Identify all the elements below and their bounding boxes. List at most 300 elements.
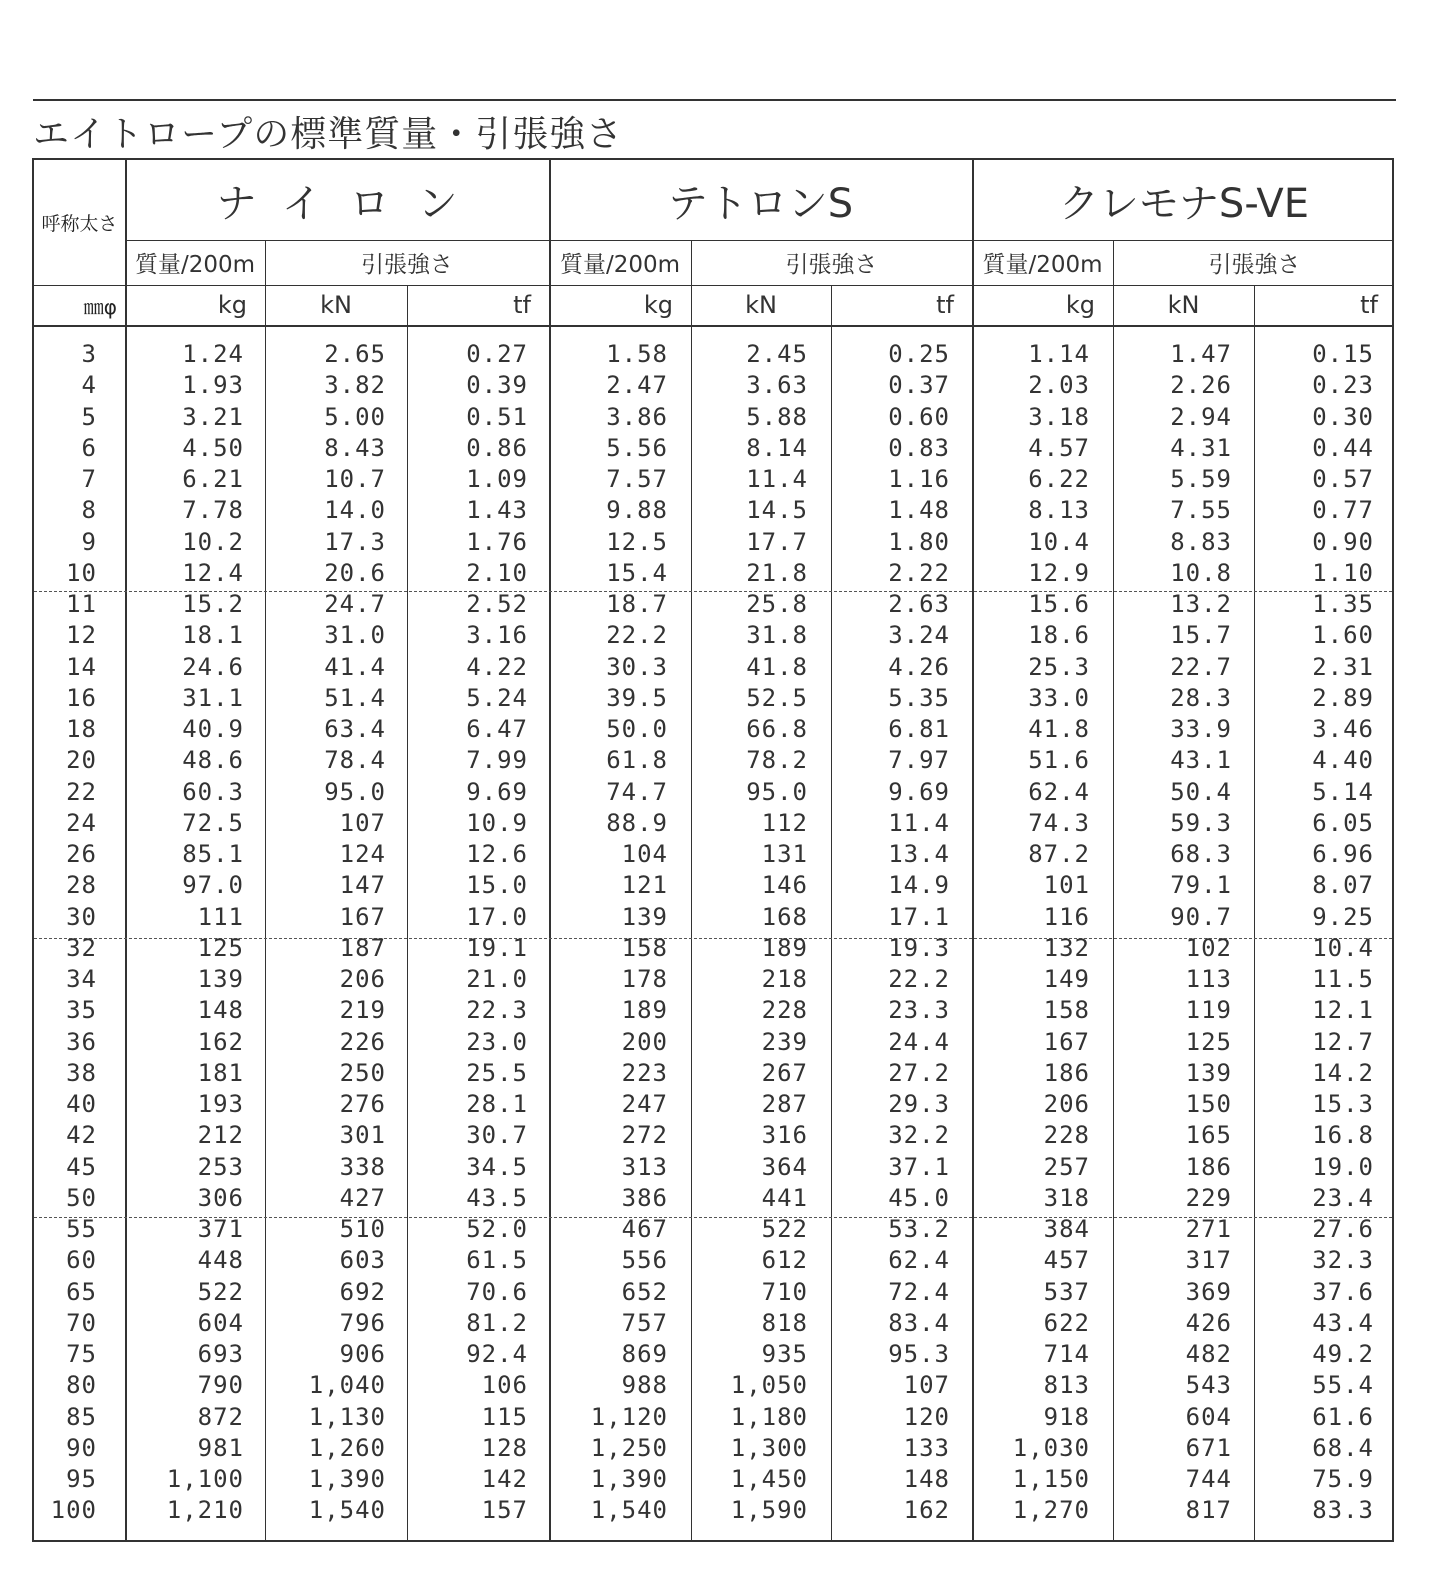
cell-cremona-tf: 0.90 [1312, 527, 1374, 556]
cell-tetoron-tf: 3.24 [888, 621, 950, 650]
cell-cremona-mass: 918 [1043, 1402, 1090, 1431]
cell-tetoron-mass: 39.5 [606, 683, 668, 712]
cell-nylon-kn: 510 [339, 1215, 386, 1243]
cell-nylon-mass: 125 [197, 933, 244, 962]
table-row [34, 434, 1392, 465]
cell-tetoron-kn: 21.8 [746, 558, 808, 587]
table-row [34, 653, 1392, 684]
table-row [34, 1278, 1392, 1309]
cell-nylon-kn: 1,130 [308, 1402, 386, 1431]
cell-nylon-tf: 61.5 [466, 1246, 528, 1275]
cell-cremona-kn: 113 [1185, 965, 1232, 993]
table-row [34, 621, 1392, 652]
cell-tetoron-tf: 2.22 [888, 558, 950, 587]
cell-nylon-tf: 19.1 [466, 933, 528, 962]
cell-nylon-mass: 1,210 [166, 1496, 244, 1525]
cell-nylon-mass: 111 [197, 902, 244, 931]
cell-nylon-tf: 0.39 [466, 371, 528, 400]
cell-tetoron-mass: 104 [621, 840, 668, 868]
cell-cremona-tf: 0.44 [1312, 433, 1374, 462]
size-label: 呼称太さ [41, 213, 118, 235]
cell-cremona-kn: 43.1 [1170, 746, 1232, 775]
cell-cremona-mass: 1.14 [1028, 340, 1090, 368]
cell-size: 3 [81, 340, 97, 368]
cell-nylon-mass: 60.3 [182, 777, 244, 806]
cell-cremona-mass: 33.0 [1028, 683, 1090, 712]
cell-cremona-mass: 41.8 [1028, 715, 1090, 743]
cell-tetoron-mass: 121 [621, 871, 668, 900]
cell-nylon-tf: 2.52 [466, 590, 528, 618]
cell-nylon-tf: 34.5 [466, 1152, 528, 1181]
cell-cremona-kn: 4.31 [1170, 433, 1232, 462]
cell-size: 12 [66, 621, 97, 650]
group-title-cremona: クレモナS-VE [1058, 180, 1310, 227]
cell-nylon-mass: 4.50 [182, 433, 244, 462]
cell-cremona-tf: 8.07 [1312, 871, 1374, 900]
cell-size: 28 [66, 871, 97, 900]
cell-cremona-mass: 1,270 [1012, 1496, 1090, 1525]
cell-size: 30 [66, 902, 97, 931]
cell-size: 20 [66, 746, 97, 775]
cell-tetoron-tf: 9.69 [888, 777, 950, 806]
cell-nylon-tf: 81.2 [466, 1308, 528, 1337]
cell-tetoron-kn: 522 [761, 1215, 808, 1243]
cell-tetoron-tf: 37.1 [888, 1152, 950, 1181]
table-row [34, 871, 1392, 902]
cell-nylon-tf: 28.1 [466, 1090, 528, 1118]
table-row [34, 1434, 1392, 1465]
cell-tetoron-mass: 386 [621, 1183, 668, 1212]
cell-cremona-mass: 318 [1043, 1183, 1090, 1212]
table-row [34, 528, 1392, 559]
cell-nylon-kn: 692 [339, 1277, 386, 1306]
cell-nylon-tf: 6.47 [466, 715, 528, 743]
group-title-nylon: ナイロン [216, 180, 486, 227]
group-title-tetoron: テトロンS [667, 180, 854, 227]
cell-cremona-mass: 101 [1043, 871, 1090, 900]
cell-nylon-tf: 0.27 [466, 340, 528, 368]
cell-cremona-kn: 426 [1185, 1308, 1232, 1337]
cell-nylon-mass: 10.2 [182, 527, 244, 556]
cell-cremona-kn: 139 [1185, 1058, 1232, 1087]
cell-cremona-mass: 2.03 [1028, 371, 1090, 400]
cell-tetoron-kn: 17.7 [746, 527, 808, 556]
cell-cremona-tf: 19.0 [1312, 1152, 1374, 1181]
cell-tetoron-tf: 24.4 [888, 1027, 950, 1056]
cell-nylon-mass: 981 [197, 1433, 244, 1462]
cell-tetoron-kn: 710 [761, 1277, 808, 1306]
cell-size: 6 [81, 433, 97, 462]
cell-tetoron-kn: 189 [761, 933, 808, 962]
cell-tetoron-mass: 556 [621, 1246, 668, 1275]
cell-tetoron-kn: 14.5 [746, 496, 808, 525]
cell-tetoron-mass: 223 [621, 1058, 668, 1087]
cell-nylon-mass: 212 [197, 1121, 244, 1150]
table-row [34, 715, 1392, 746]
table-row [34, 1215, 1392, 1246]
cell-nylon-tf: 52.0 [466, 1215, 528, 1243]
cell-nylon-kn: 8.43 [324, 433, 386, 462]
cell-tetoron-mass: 7.57 [606, 465, 668, 493]
cell-nylon-kn: 24.7 [324, 590, 386, 618]
cell-size: 5 [81, 402, 97, 431]
cell-cremona-mass: 158 [1043, 996, 1090, 1025]
cell-nylon-kn: 167 [339, 902, 386, 931]
cell-cremona-tf: 4.40 [1312, 746, 1374, 775]
cell-cremona-tf: 55.4 [1312, 1371, 1374, 1400]
cell-tetoron-mass: 61.8 [606, 746, 668, 775]
cell-size: 65 [66, 1277, 97, 1306]
cell-tetoron-tf: 11.4 [888, 808, 950, 837]
cell-tetoron-kn: 112 [761, 808, 808, 837]
top-rule [33, 99, 1396, 101]
cell-tetoron-kn: 267 [761, 1058, 808, 1087]
unit-kg: kg [643, 291, 673, 319]
cell-tetoron-tf: 83.4 [888, 1308, 950, 1337]
table-row [34, 340, 1392, 371]
table-row [34, 934, 1392, 965]
cell-size: 80 [66, 1371, 97, 1400]
unit-kn: kN [745, 291, 777, 319]
cell-tetoron-kn: 441 [761, 1183, 808, 1212]
cell-tetoron-tf: 6.81 [888, 715, 950, 743]
cell-nylon-mass: 193 [197, 1090, 244, 1118]
cell-size: 10 [66, 558, 97, 587]
cell-cremona-kn: 13.2 [1170, 590, 1232, 618]
cell-nylon-mass: 31.1 [182, 683, 244, 712]
cell-tetoron-kn: 1,450 [730, 1465, 808, 1493]
cell-tetoron-mass: 178 [621, 965, 668, 993]
cell-size: 24 [66, 808, 97, 837]
cell-nylon-tf: 17.0 [466, 902, 528, 931]
mass-label: 質量/200m [559, 252, 681, 278]
cell-nylon-kn: 1,540 [308, 1496, 386, 1525]
cell-cremona-tf: 15.3 [1312, 1090, 1374, 1118]
cell-tetoron-mass: 1,250 [590, 1433, 668, 1462]
cell-nylon-tf: 5.24 [466, 683, 528, 712]
cell-tetoron-mass: 988 [621, 1371, 668, 1400]
cell-nylon-tf: 142 [481, 1465, 528, 1493]
cell-nylon-kn: 187 [339, 933, 386, 962]
cell-nylon-mass: 3.21 [182, 402, 244, 431]
cell-nylon-tf: 115 [481, 1402, 528, 1431]
cell-tetoron-tf: 14.9 [888, 871, 950, 900]
cell-size: 18 [66, 715, 97, 743]
cell-nylon-mass: 6.21 [182, 465, 244, 493]
cell-tetoron-tf: 27.2 [888, 1058, 950, 1087]
cell-nylon-mass: 604 [197, 1308, 244, 1337]
cell-nylon-kn: 10.7 [324, 465, 386, 493]
cell-tetoron-mass: 88.9 [606, 808, 668, 837]
cell-cremona-tf: 9.25 [1312, 902, 1374, 931]
cell-cremona-mass: 6.22 [1028, 465, 1090, 493]
cell-cremona-mass: 186 [1043, 1058, 1090, 1087]
cell-tetoron-kn: 8.14 [746, 433, 808, 462]
cell-tetoron-kn: 818 [761, 1308, 808, 1337]
cell-size: 75 [66, 1340, 97, 1368]
cell-nylon-mass: 40.9 [182, 715, 244, 743]
cell-tetoron-kn: 1,050 [730, 1371, 808, 1400]
cell-nylon-tf: 23.0 [466, 1027, 528, 1056]
cell-nylon-mass: 306 [197, 1183, 244, 1212]
cell-nylon-kn: 250 [339, 1058, 386, 1087]
cell-nylon-mass: 72.5 [182, 808, 244, 837]
table-row [34, 778, 1392, 809]
cell-nylon-mass: 872 [197, 1402, 244, 1431]
cell-nylon-kn: 41.4 [324, 652, 386, 681]
table-row [34, 496, 1392, 527]
cell-tetoron-kn: 66.8 [746, 715, 808, 743]
cell-nylon-mass: 181 [197, 1058, 244, 1087]
cell-tetoron-kn: 5.88 [746, 402, 808, 431]
cell-cremona-mass: 132 [1043, 933, 1090, 962]
cell-nylon-kn: 427 [339, 1183, 386, 1212]
cell-cremona-mass: 1,150 [1012, 1465, 1090, 1493]
cell-tetoron-kn: 287 [761, 1090, 808, 1118]
cell-tetoron-mass: 757 [621, 1308, 668, 1337]
cell-cremona-kn: 10.8 [1170, 558, 1232, 587]
cell-cremona-tf: 16.8 [1312, 1121, 1374, 1150]
table-row [34, 1465, 1392, 1496]
cell-nylon-kn: 2.65 [324, 340, 386, 368]
cell-tetoron-kn: 316 [761, 1121, 808, 1150]
cell-size: 22 [66, 777, 97, 806]
table-row [34, 1028, 1392, 1059]
cell-nylon-tf: 7.99 [466, 746, 528, 775]
unit-kn: kN [1167, 291, 1200, 319]
cell-nylon-tf: 9.69 [466, 777, 528, 806]
cell-cremona-kn: 604 [1185, 1402, 1232, 1431]
cell-nylon-kn: 147 [339, 871, 386, 900]
cell-size: 8 [81, 496, 97, 525]
cell-tetoron-mass: 313 [621, 1152, 668, 1181]
cell-tetoron-tf: 17.1 [888, 902, 950, 931]
cell-cremona-kn: 2.26 [1170, 371, 1232, 400]
cell-nylon-kn: 78.4 [324, 746, 386, 775]
cell-size: 70 [66, 1308, 97, 1337]
table-row [34, 903, 1392, 934]
cell-cremona-kn: 33.9 [1170, 715, 1232, 743]
cell-size: 35 [66, 996, 97, 1025]
cell-tetoron-mass: 1.58 [606, 340, 668, 368]
cell-cremona-kn: 744 [1185, 1465, 1232, 1493]
cell-nylon-tf: 157 [481, 1496, 528, 1525]
cell-cremona-mass: 116 [1043, 902, 1090, 931]
cell-nylon-kn: 3.82 [324, 371, 386, 400]
cell-cremona-kn: 186 [1185, 1152, 1232, 1181]
cell-nylon-mass: 148 [197, 996, 244, 1025]
cell-nylon-mass: 371 [197, 1215, 244, 1243]
cell-tetoron-kn: 25.8 [746, 590, 808, 618]
cell-cremona-mass: 10.4 [1028, 527, 1090, 556]
cell-cremona-kn: 90.7 [1170, 902, 1232, 931]
cell-cremona-mass: 167 [1043, 1027, 1090, 1056]
cell-nylon-mass: 24.6 [182, 652, 244, 681]
cell-nylon-kn: 906 [339, 1340, 386, 1368]
cell-tetoron-kn: 1,590 [730, 1496, 808, 1525]
cell-cremona-tf: 2.31 [1312, 652, 1374, 681]
cell-tetoron-mass: 247 [621, 1090, 668, 1118]
cell-cremona-tf: 83.3 [1312, 1496, 1374, 1525]
unit-tf: tf [1360, 291, 1378, 319]
cell-size: 38 [66, 1058, 97, 1087]
cell-size: 42 [66, 1121, 97, 1150]
cell-nylon-kn: 276 [339, 1090, 386, 1118]
cell-size: 40 [66, 1090, 97, 1118]
cell-size: 7 [81, 465, 97, 493]
cell-nylon-mass: 48.6 [182, 746, 244, 775]
table-row [34, 840, 1392, 871]
cell-size: 32 [66, 933, 97, 962]
cell-tetoron-kn: 218 [761, 965, 808, 993]
cell-nylon-mass: 15.2 [182, 590, 244, 618]
cell-nylon-tf: 0.51 [466, 402, 528, 431]
cell-nylon-mass: 1,100 [166, 1465, 244, 1493]
cell-nylon-tf: 0.86 [466, 433, 528, 462]
cell-cremona-tf: 61.6 [1312, 1402, 1374, 1431]
cell-nylon-tf: 12.6 [466, 840, 528, 868]
cell-tetoron-tf: 13.4 [888, 840, 950, 868]
cell-size: 95 [66, 1465, 97, 1493]
cell-nylon-tf: 3.16 [466, 621, 528, 650]
cell-cremona-mass: 4.57 [1028, 433, 1090, 462]
cell-cremona-kn: 817 [1185, 1496, 1232, 1525]
cell-tetoron-tf: 0.83 [888, 433, 950, 462]
cell-cremona-mass: 206 [1043, 1090, 1090, 1118]
cell-tetoron-tf: 162 [903, 1496, 950, 1525]
table-row [34, 1246, 1392, 1277]
cell-tetoron-tf: 120 [903, 1402, 950, 1431]
table-row [34, 1371, 1392, 1402]
cell-cremona-tf: 12.7 [1312, 1027, 1374, 1056]
cell-size: 45 [66, 1152, 97, 1181]
cell-tetoron-mass: 50.0 [606, 715, 668, 743]
cell-cremona-kn: 482 [1185, 1340, 1232, 1368]
table-row [34, 1121, 1392, 1152]
cell-cremona-tf: 0.77 [1312, 496, 1374, 525]
cell-cremona-mass: 74.3 [1028, 808, 1090, 837]
cell-nylon-tf: 43.5 [466, 1183, 528, 1212]
size-unit: ㎜φ [83, 294, 117, 319]
cell-size: 34 [66, 965, 97, 993]
cell-nylon-kn: 107 [339, 808, 386, 837]
cell-tetoron-tf: 95.3 [888, 1340, 950, 1368]
cell-tetoron-kn: 1,180 [730, 1402, 808, 1431]
cell-size: 90 [66, 1433, 97, 1462]
cell-tetoron-mass: 3.86 [606, 402, 668, 431]
cell-cremona-kn: 271 [1185, 1215, 1232, 1243]
cell-tetoron-mass: 12.5 [606, 527, 668, 556]
cell-cremona-kn: 59.3 [1170, 808, 1232, 837]
cell-nylon-tf: 10.9 [466, 808, 528, 837]
cell-nylon-tf: 1.43 [466, 496, 528, 525]
cell-cremona-mass: 622 [1043, 1308, 1090, 1337]
cell-nylon-tf: 92.4 [466, 1340, 528, 1368]
cell-size: 50 [66, 1183, 97, 1212]
cell-nylon-tf: 21.0 [466, 965, 528, 993]
cell-nylon-tf: 30.7 [466, 1121, 528, 1150]
cell-nylon-tf: 15.0 [466, 871, 528, 900]
cell-tetoron-mass: 2.47 [606, 371, 668, 400]
cell-cremona-tf: 5.14 [1312, 777, 1374, 806]
cell-cremona-tf: 43.4 [1312, 1308, 1374, 1337]
cell-cremona-mass: 18.6 [1028, 621, 1090, 650]
cell-nylon-kn: 219 [339, 996, 386, 1025]
cell-tetoron-mass: 1,390 [590, 1465, 668, 1493]
cell-tetoron-tf: 19.3 [888, 933, 950, 962]
table-row [34, 965, 1392, 996]
cell-tetoron-mass: 139 [621, 902, 668, 931]
mass-label: 質量/200m [982, 252, 1103, 278]
cell-tetoron-tf: 2.63 [888, 590, 950, 618]
cell-cremona-mass: 51.6 [1028, 746, 1090, 775]
cell-nylon-kn: 1,040 [308, 1371, 386, 1400]
cell-cremona-tf: 6.05 [1312, 808, 1374, 837]
cell-nylon-tf: 106 [481, 1371, 528, 1400]
cell-cremona-kn: 28.3 [1170, 683, 1232, 712]
cell-nylon-kn: 206 [339, 965, 386, 993]
cell-tetoron-mass: 74.7 [606, 777, 668, 806]
cell-cremona-kn: 1.47 [1170, 340, 1232, 368]
cell-cremona-tf: 27.6 [1312, 1215, 1374, 1243]
cell-cremona-tf: 14.2 [1312, 1058, 1374, 1087]
cell-tetoron-tf: 45.0 [888, 1183, 950, 1212]
cell-cremona-kn: 68.3 [1170, 840, 1232, 868]
cell-size: 4 [81, 371, 97, 400]
cell-cremona-mass: 537 [1043, 1277, 1090, 1306]
cell-cremona-tf: 23.4 [1312, 1183, 1374, 1212]
cell-tetoron-kn: 11.4 [746, 465, 808, 493]
cell-cremona-mass: 384 [1043, 1215, 1090, 1243]
cell-cremona-kn: 165 [1185, 1121, 1232, 1150]
table-row [34, 684, 1392, 715]
cell-nylon-mass: 139 [197, 965, 244, 993]
cell-cremona-kn: 79.1 [1170, 871, 1232, 900]
cell-nylon-kn: 17.3 [324, 527, 386, 556]
cell-tetoron-tf: 107 [903, 1371, 950, 1400]
cell-tetoron-tf: 72.4 [888, 1277, 950, 1306]
cell-tetoron-tf: 133 [903, 1433, 950, 1462]
cell-tetoron-tf: 29.3 [888, 1090, 950, 1118]
cell-cremona-tf: 37.6 [1312, 1277, 1374, 1306]
table-row [34, 809, 1392, 840]
cell-nylon-mass: 7.78 [182, 496, 244, 525]
cell-nylon-mass: 97.0 [182, 871, 244, 900]
cell-nylon-tf: 1.09 [466, 465, 528, 493]
cell-cremona-mass: 25.3 [1028, 652, 1090, 681]
cell-nylon-kn: 20.6 [324, 558, 386, 587]
table-row [34, 465, 1392, 496]
table-row [34, 1059, 1392, 1090]
cell-nylon-mass: 790 [197, 1371, 244, 1400]
cell-cremona-mass: 149 [1043, 965, 1090, 993]
cell-nylon-mass: 12.4 [182, 558, 244, 587]
cell-nylon-tf: 128 [481, 1433, 528, 1462]
cell-tetoron-mass: 272 [621, 1121, 668, 1150]
cell-size: 16 [66, 683, 97, 712]
cell-tetoron-mass: 200 [621, 1027, 668, 1056]
table-row [34, 371, 1392, 402]
table-row [34, 1090, 1392, 1121]
cell-tetoron-tf: 1.80 [888, 527, 950, 556]
cell-nylon-mass: 448 [197, 1246, 244, 1275]
cell-cremona-kn: 671 [1185, 1433, 1232, 1462]
cell-cremona-tf: 1.10 [1312, 558, 1374, 587]
cell-cremona-tf: 68.4 [1312, 1433, 1374, 1462]
cell-nylon-kn: 5.00 [324, 402, 386, 431]
table-row [34, 996, 1392, 1027]
cell-tetoron-tf: 0.25 [888, 340, 950, 368]
